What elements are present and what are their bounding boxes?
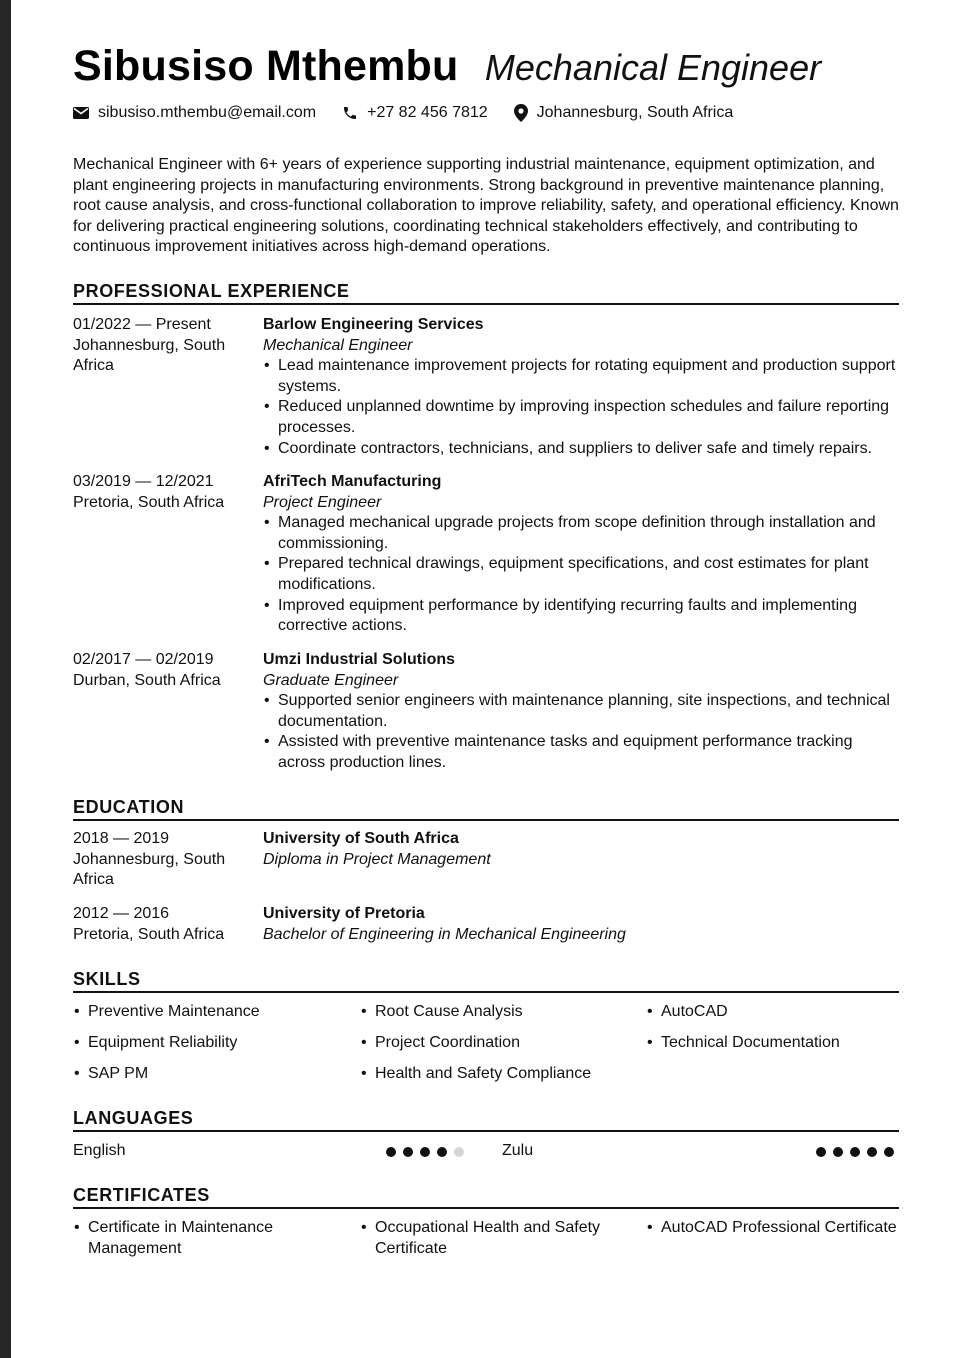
language-name: Zulu (502, 1142, 534, 1159)
skill-item: • SAP PM (73, 1064, 328, 1085)
degree-name: Bachelor of Engineering in Mechanical Engineering (263, 925, 626, 943)
education-section-title: EDUCATION (73, 797, 899, 821)
education-meta (73, 829, 243, 891)
phone-icon (342, 105, 358, 121)
job-title: Graduate Engineer (263, 671, 399, 689)
responsibility-item: • Reduced unplanned downtime by improving inspection schedules and failure reporting processes. (263, 397, 903, 438)
contact-email[interactable] (73, 104, 316, 122)
experience-details (263, 472, 903, 637)
responsibility-item: • Lead maintenance improvement projects for rotating equipment and production support systems. (263, 356, 903, 397)
envelope-icon (73, 107, 89, 119)
language-proficiency-dots (809, 1147, 894, 1157)
skill-item: • Project Coordination (360, 1033, 615, 1054)
responsibility-item: • Prepared technical drawings, equipment specifications, and cost estimates for plant modifications. (263, 554, 903, 595)
proficiency-dot-filled (833, 1147, 843, 1157)
languages-section-title: LANGUAGES (73, 1108, 899, 1132)
skill-item: • AutoCAD (646, 1002, 901, 1023)
responsibility-list (263, 691, 903, 773)
email-text: sibusiso.mthembu@email.com (98, 104, 317, 121)
skill-item: • Health and Safety Compliance (360, 1064, 615, 1085)
proficiency-dot-empty (454, 1147, 464, 1157)
responsibility-list (263, 513, 903, 637)
experience-meta (73, 650, 243, 691)
responsibility-item: • Managed mechanical upgrade projects from scope definition through installation and commissioning. (263, 513, 903, 554)
job-title: Mechanical Engineer (263, 336, 413, 354)
experience-location: Johannesburg, South Africa (73, 336, 226, 375)
proficiency-dot-filled (420, 1147, 430, 1157)
location-text: Johannesburg, South Africa (536, 104, 734, 121)
location-pin-icon (514, 104, 528, 122)
company-name: Barlow Engineering Services (263, 316, 484, 333)
experience-details (263, 650, 903, 774)
language-name: English (73, 1142, 126, 1159)
experience-section-title: PROFESSIONAL EXPERIENCE (73, 281, 899, 305)
proficiency-dot-filled (386, 1147, 396, 1157)
proficiency-dot-filled (437, 1147, 447, 1157)
certificate-item: • Occupational Health and Safety Certificate (360, 1218, 615, 1259)
proficiency-dot-filled (816, 1147, 826, 1157)
experience-dates: 02/2017 — 02/2019 (73, 651, 214, 668)
experience-meta (73, 472, 243, 513)
skill-item: • Root Cause Analysis (360, 1002, 615, 1023)
certificate-item: • Certificate in Maintenance Management (73, 1218, 293, 1259)
experience-location: Durban, South Africa (73, 671, 221, 689)
education-location: Pretoria, South Africa (73, 925, 225, 943)
education-details (263, 904, 903, 945)
degree-name: Diploma in Project Management (263, 850, 491, 868)
skill-item: • Equipment Reliability (73, 1033, 328, 1054)
experience-details (263, 315, 903, 459)
proficiency-dot-filled (867, 1147, 877, 1157)
contact-row (73, 104, 759, 122)
skill-item: • Technical Documentation (646, 1033, 901, 1054)
job-title: Project Engineer (263, 493, 382, 511)
certificate-item: • AutoCAD Professional Certificate (646, 1218, 906, 1239)
proficiency-dot-filled (850, 1147, 860, 1157)
skills-section-title: SKILLS (73, 969, 899, 993)
left-edge-bar (0, 0, 11, 1358)
profile-summary: Mechanical Engineer with 6+ years of experience supporting industrial maintenance, equipment optimization, and plant engineering projects in manufacturing environments. Strong background in preventive maintenance planning, root cause analysis, and cross-functional collaboration to improve reliability, safety, and operational efficiency. Known for delivering practical engineering solutions, coordinating technical stakeholders effectively, and contributing to continuous improvement initiatives across high-demand operations. (73, 156, 899, 256)
education-meta (73, 904, 243, 945)
education-dates: 2018 — 2019 (73, 830, 170, 847)
resume-header (73, 42, 821, 91)
experience-dates: 03/2019 — 12/2021 (73, 473, 214, 490)
responsibility-list (263, 356, 903, 459)
language-proficiency-dots (379, 1147, 464, 1157)
school-name: University of South Africa (263, 830, 459, 847)
proficiency-dot-filled (884, 1147, 894, 1157)
proficiency-dot-filled (403, 1147, 413, 1157)
experience-dates: 01/2022 — Present (73, 316, 211, 333)
certificates-section-title: CERTIFICATES (73, 1185, 899, 1209)
experience-meta (73, 315, 243, 377)
candidate-role: Mechanical Engineer (484, 47, 822, 88)
contact-location (514, 104, 734, 122)
company-name: Umzi Industrial Solutions (263, 651, 456, 668)
skill-item: • Preventive Maintenance (73, 1002, 328, 1023)
responsibility-item: • Assisted with preventive maintenance tasks and equipment performance tracking across production lines. (263, 732, 903, 773)
responsibility-item: • Coordinate contractors, technicians, and suppliers to deliver safe and timely repairs. (263, 439, 903, 460)
company-name: AfriTech Manufacturing (263, 473, 442, 490)
phone-text: +27 82 456 7812 (367, 104, 488, 121)
education-location: Johannesburg, South Africa (73, 850, 226, 889)
experience-location: Pretoria, South Africa (73, 493, 225, 511)
school-name: University of Pretoria (263, 905, 425, 922)
responsibility-item: • Supported senior engineers with maintenance planning, site inspections, and technical documentation. (263, 691, 903, 732)
candidate-name: Sibusiso Mthembu (73, 42, 459, 90)
contact-phone[interactable] (342, 104, 488, 122)
education-dates: 2012 — 2016 (73, 905, 170, 922)
responsibility-item: • Improved equipment performance by identifying recurring faults and implementing corrective actions. (263, 596, 903, 637)
education-details (263, 829, 903, 870)
